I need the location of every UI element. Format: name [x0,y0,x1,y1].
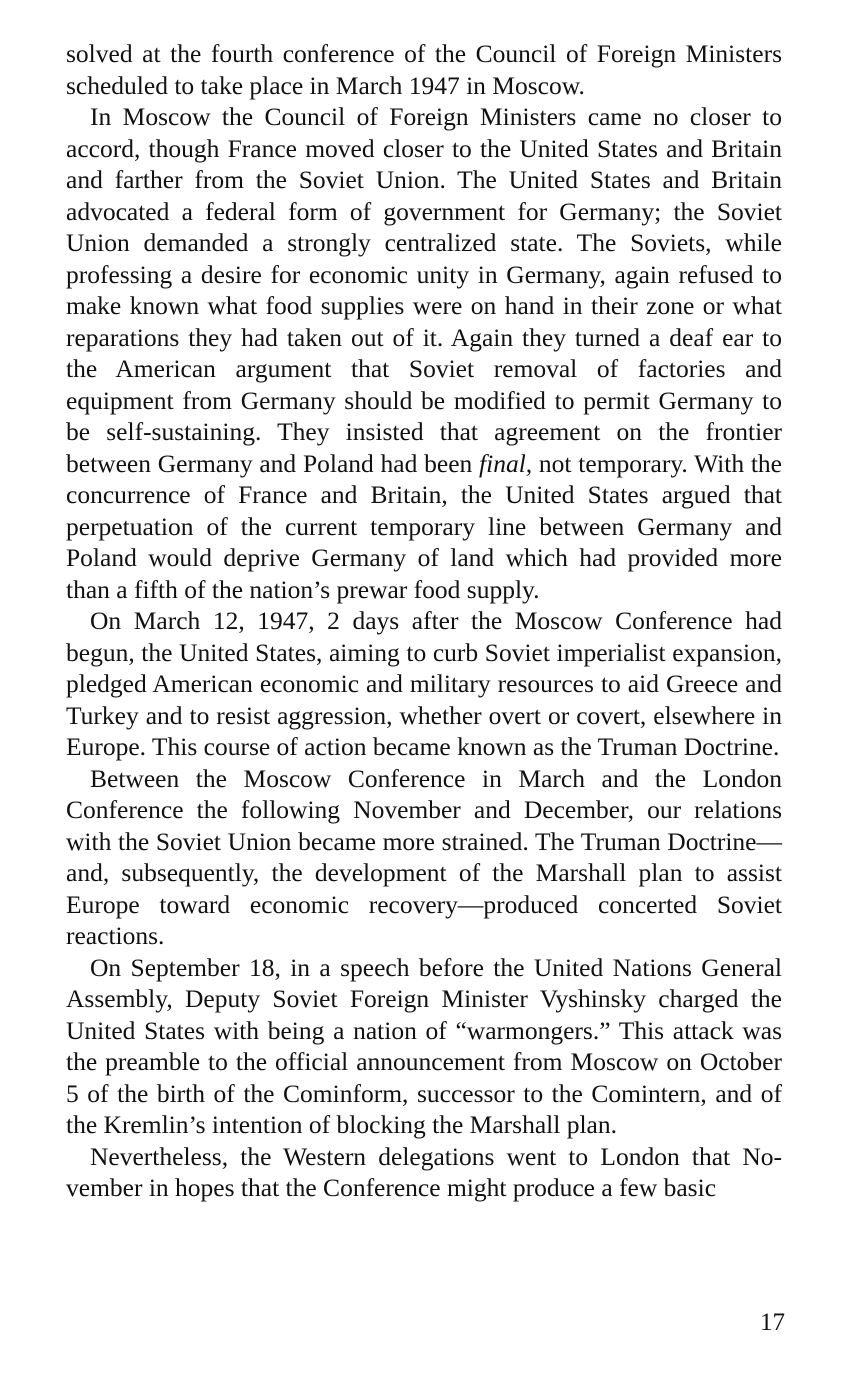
paragraph-truman-doctrine: On March 12, 1947, 2 days after the Moscow Conference had begun, the United States, aiming to curb Soviet imperialist expansion, pledged American economic and military resources to aid Greece and Turkey and to resist aggression, whether overt or covert, elsewhere in Europe. This course of action became known as the Truman Doctrine. [66,606,782,761]
page-body [66,38,782,1204]
paragraph-relations-strained: Between the Moscow Conference in March and the London Conference the following November and December, our relations with the Soviet Union became more strained. The Truman Doctrine—and, subsequently, the development of the Marshall plan to assist Europe toward economic recovery—produced concerted Soviet reactions. [66,763,782,950]
paragraph-vyshinsky-speech: On September 18, in a speech before the United Nations General Assembly, Deputy Soviet Foreign Minister Vyshinsky charged the United States with being a nation of “warmongers.” This attack was the preamble to the official announcement from Moscow on October 5 of the birth of the Cominform, successor to the Comintern, and of the Kremlin’s intention of blocking the Marshall plan. [66,952,782,1139]
paragraph-moscow-council [66,101,782,605]
paragraph-moscow-council-text: In Moscow the Council of Foreign Ministers came no closer to accord, though France moved closer to the United States and Britain and farther from the Soviet Union. The United States and Britain advocated a federal form of government for Germany; the Soviet Union demanded a strongly centralized state. The Soviets, while professing a desire for economic unity in Germany, again refused to make known what food supplies were on hand in their zone or what reparations they had taken out of it. Again they turned a deaf ear to the American argument that Soviet removal of factories and equipment from Germany should be modified to permit Germany to be self-sustaining. They insisted that agreement on the frontier between Germany and Poland had been [66,102,782,478]
paragraph-london-delegations: Nevertheless, the Western delegations went to London that November in hopes that the Conference might produce a few basic [66,1141,782,1202]
paragraph-moscow-council-text-after: not temporary. With the concurrence of France and Britain, the United States argued that perpetuation of the current temporary line between Germany and Poland would deprive Germany of land which had provided more than a fifth of the nation’s prewar food supply. [66,448,782,604]
page-number: 17 [760,1309,785,1336]
paragraph-continuation: solved at the fourth conference of the Council of Foreign Ministers scheduled to take place in March 1947 in Moscow. [66,39,782,100]
italic-word-final: final, [479,448,533,478]
